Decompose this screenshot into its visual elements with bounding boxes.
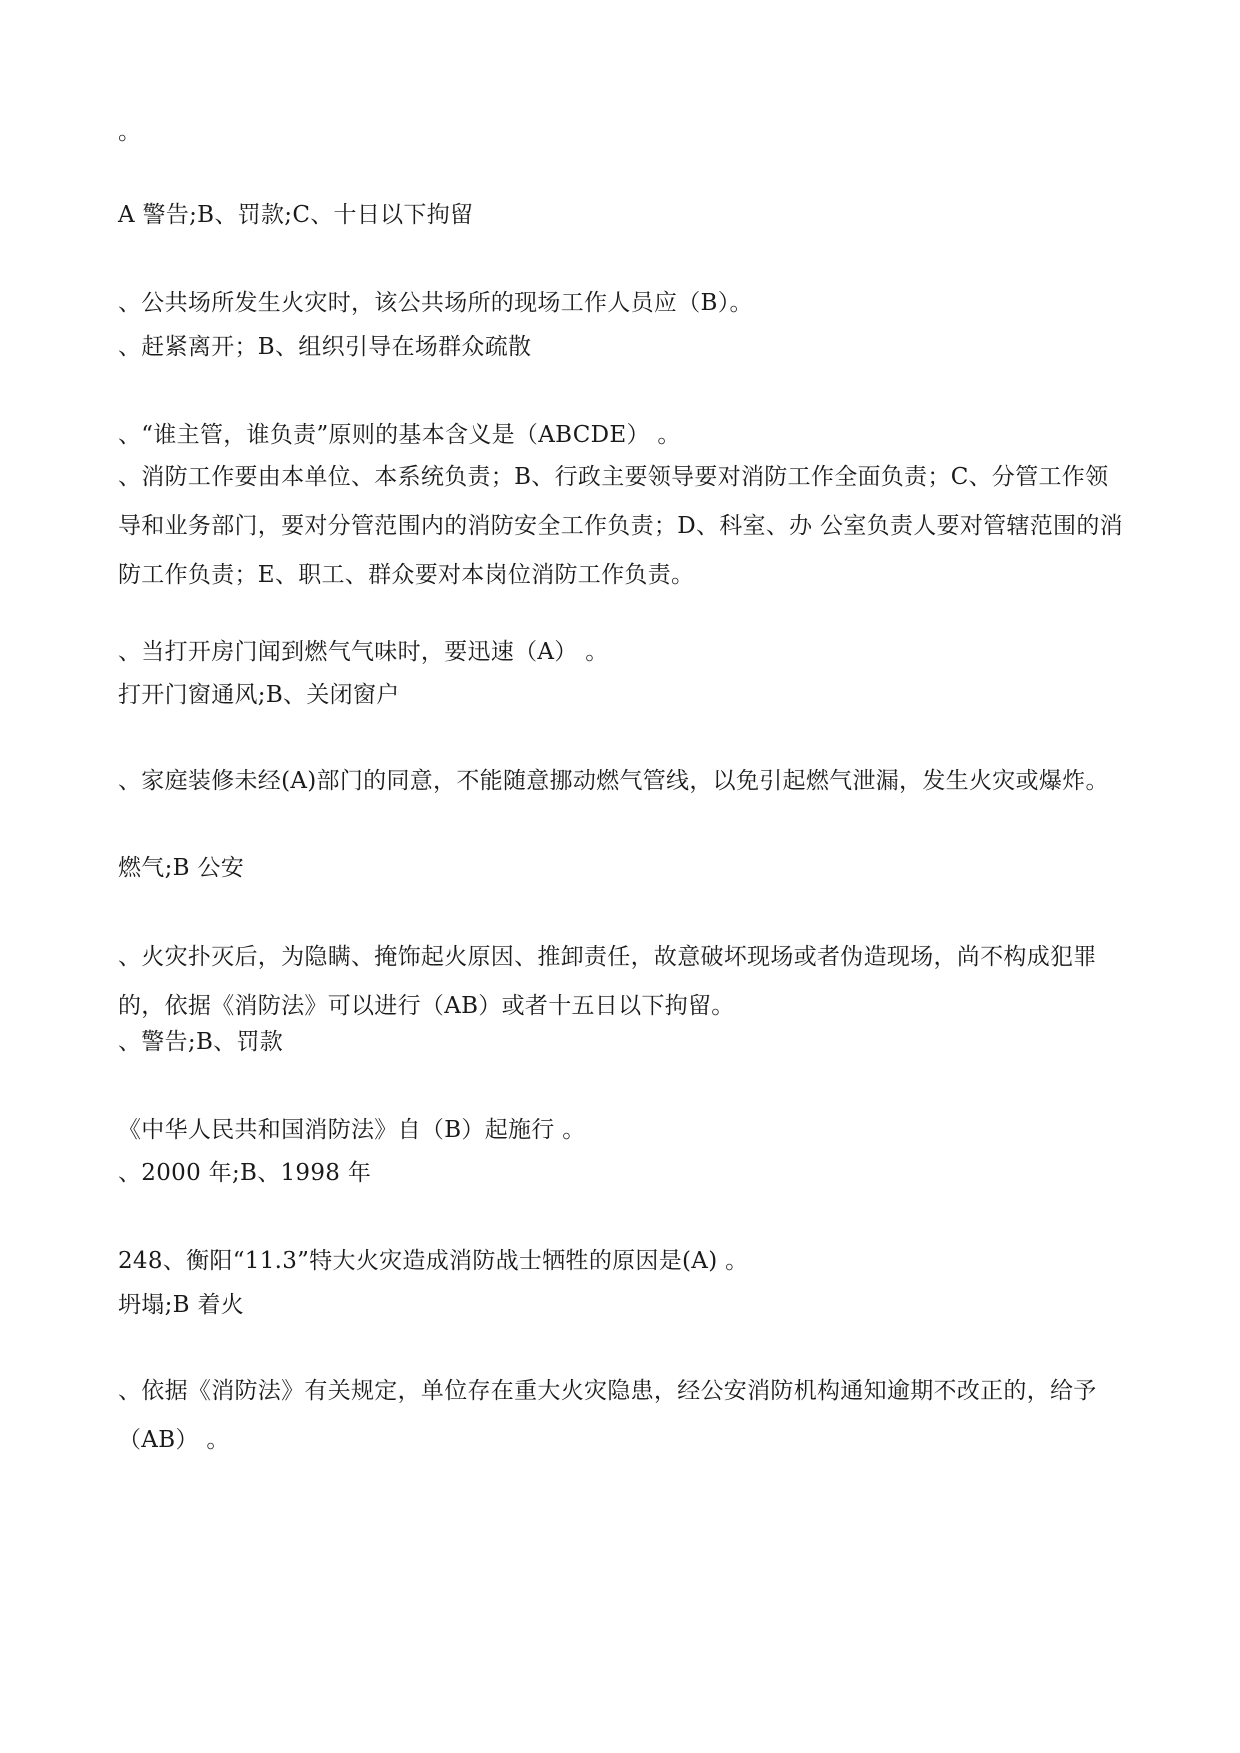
answer-options: 坍塌;B 着火 xyxy=(118,1292,245,1318)
answer-options: A 警告;B、罚款;C、十日以下拘留 xyxy=(118,202,474,228)
answer-options: 、警告;B、罚款 xyxy=(118,1029,284,1055)
question: 、“谁主管，谁负责”原则的基本含义是（ABCDE） 。 xyxy=(118,422,681,448)
question: 、火灾扑灭后，为隐瞒、掩饰起火原因、推卸责任，故意破坏现场或者伪造现场，尚不构成犯罪的，依据《消防法》可以进行（AB）或者十五日以下拘留。 xyxy=(118,944,1097,1019)
question: 248、衡阳“11.3”特大火灾造成消防战士牺牲的原因是(A) 。 xyxy=(118,1248,749,1274)
answer-options: 燃气;B 公安 xyxy=(118,855,245,881)
question: 、当打开房门闻到燃气气味时，要迅速（A） 。 xyxy=(118,639,609,665)
question: 、家庭装修未经(A)部门的同意，不能随意挪动燃气管线，以免引起燃气泄漏，发生火灾或爆炸。 xyxy=(118,768,1109,794)
question: 、公共场所发生火灾时，该公共场所的现场工作人员应（B）。 xyxy=(118,290,753,316)
question: 《中华人民共和国消防法》自（B）起施行 。 xyxy=(118,1117,586,1143)
question: 、依据《消防法》有关规定，单位存在重大火灾隐患，经公安消防机构通知逾期不改正的，给予（AB） 。 xyxy=(118,1378,1097,1453)
text-line: 。 xyxy=(118,119,142,145)
answer-options: 、消防工作要由本单位、本系统负责；B、行政主要领导要对消防工作全面负责；C、分管工作领导和业务部门，要对分管范围内的消防安全工作负责；D、科室、办 公室负责人要对管辖范围的消防工作负责；E、职工、群众要对本岗位消防工作负责。 xyxy=(118,464,1123,588)
answer-options: 、赶紧离开；B、组织引导在场群众疏散 xyxy=(118,334,532,360)
answer-options: 、2000 年;B、1998 年 xyxy=(118,1160,372,1186)
answer-options: 打开门窗通风;B、关闭窗户 xyxy=(118,682,400,708)
